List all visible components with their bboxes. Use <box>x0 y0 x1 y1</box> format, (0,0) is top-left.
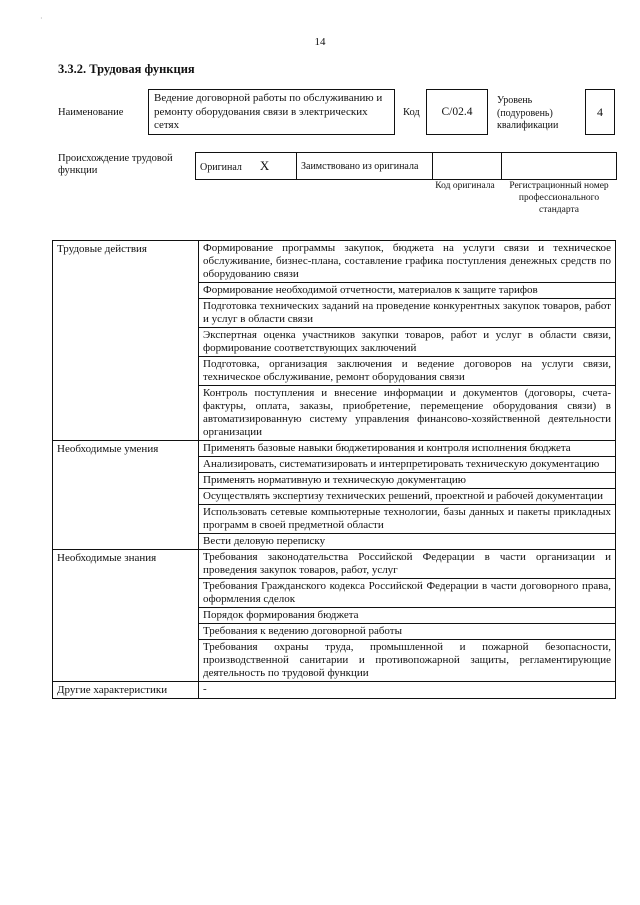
table-row <box>53 682 616 699</box>
labor-function-table <box>52 240 616 699</box>
item-cell: Применять нормативную и техническую документацию <box>199 473 616 489</box>
category-cell: Другие характеристики <box>53 682 199 699</box>
borrowed-cell: Заимствовано из оригинала <box>297 153 433 180</box>
registration-number-caption: Регистрационный номер профессионального стандарта <box>509 181 609 215</box>
item-cell: Осуществлять экспертизу технических решений, проектной и рабочей документации <box>199 489 616 505</box>
item-cell: Требования законодательства Российской Федерации в части организации и проведения закупок товаров, работ, услуг <box>199 550 616 579</box>
category-cell: Необходимые знания <box>53 550 199 682</box>
function-name-box: Ведение договорной работы по обслуживанию и ремонту оборудования связи в электрических сетях <box>148 89 395 135</box>
name-label: Наименование <box>58 107 124 118</box>
level-label-text: Уровень (подуровень) квалификации <box>497 95 559 131</box>
original-label: Оригинал <box>200 162 242 173</box>
origin-table <box>195 152 617 180</box>
level-value-box: 4 <box>585 89 615 135</box>
category-cell: Трудовые действия <box>53 241 199 441</box>
item-cell: Анализировать, систематизировать и интерпретировать техническую документацию <box>199 457 616 473</box>
scan-mark: · <box>40 14 43 23</box>
code-value-box: C/02.4 <box>426 89 488 135</box>
original-code-caption: Код оригинала <box>435 181 495 191</box>
item-cell: Порядок формирования бюджета <box>199 608 616 624</box>
page-number: 14 <box>314 36 326 48</box>
item-cell: - <box>199 682 616 699</box>
registration-number-cell <box>502 153 617 180</box>
item-cell: Требования к ведению договорной работы <box>199 624 616 640</box>
origin-label-text: Происхождение трудовой функции <box>58 153 173 176</box>
table-row <box>53 441 616 457</box>
item-cell: Использовать сетевые компьютерные технологии, базы данных и пакеты прикладных программ в своей предметной области <box>199 505 616 534</box>
item-cell: Требования охраны труда, промышленной и пожарной безопасности, производственной санитарии и противопожарной защиты, регламентирующие деятельность по трудовой функции <box>199 640 616 682</box>
item-cell: Вести деловую переписку <box>199 534 616 550</box>
category-cell: Необходимые умения <box>53 441 199 550</box>
origin-label <box>58 153 190 177</box>
original-mark: X <box>259 158 270 173</box>
item-cell: Применять базовые навыки бюджетирования и контроля исполнения бюджета <box>199 441 616 457</box>
original-cell <box>196 153 297 180</box>
code-label: Код <box>403 107 420 118</box>
level-label <box>497 95 579 133</box>
section-title: 3.3.2. Трудовая функция <box>58 62 195 76</box>
origin-row <box>196 153 617 180</box>
original-code-cell <box>433 153 502 180</box>
item-cell: Подготовка, организация заключения и ведение договоров на услуги связи, техническое обслуживание, ремонт оборудования связи <box>199 357 616 386</box>
labor-function-table-body <box>53 241 616 699</box>
table-row <box>53 550 616 579</box>
table-row <box>53 241 616 283</box>
item-cell: Контроль поступления и внесение информации и документов (договоры, счета-фактуры, оплата, заказы, приобретение, перемещение оборудования связи) в автоматизированную систему управления финансово-хозяйственной деятельности организации <box>199 386 616 441</box>
item-cell: Подготовка технических заданий на проведение конкурентных закупок товаров, работ и услуг в области связи <box>199 299 616 328</box>
item-cell: Экспертная оценка участников закупки товаров, работ и услуг в области связи, формирование соответствующих заключений <box>199 328 616 357</box>
item-cell: Требования Гражданского кодекса Российской Федерации в части договорного права, оформления сделок <box>199 579 616 608</box>
item-cell: Формирование программы закупок, бюджета на услуги связи и техническое обслуживание, бизнес-плана, составление графика поступления денежных средств по оборудованию связи <box>199 241 616 283</box>
item-cell: Формирование необходимой отчетности, материалов к защите тарифов <box>199 283 616 299</box>
